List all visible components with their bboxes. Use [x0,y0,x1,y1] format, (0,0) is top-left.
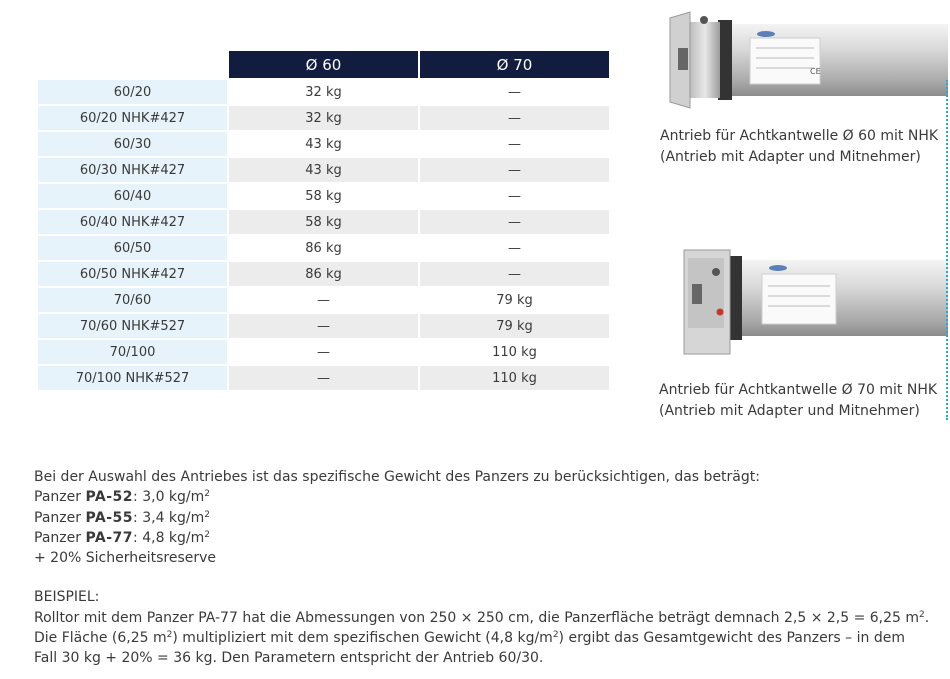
example-text: Rolltor mit dem Panzer PA-77 hat die Abmessungen von 250 × 250 cm, die Panzerfläche beträgt demnach 2,5 × 2,5 = 6,25 m [34,609,920,626]
caption-line: Antrieb für Achtkantwelle Ø 70 mit NHK [659,382,938,398]
d70-cell: — [420,80,609,104]
example-line-3: Fall 30 kg + 20% = 36 kg. Den Parametern entspricht der Antrieb 60/30. [34,650,544,667]
panzer-prefix: Panzer [34,529,86,546]
d60-cell: — [229,340,418,364]
motor-d70-caption [659,380,937,422]
model-cell: 60/30 [38,132,227,156]
panzer-sup: 2 [204,509,211,520]
d60-cell: 58 kg [229,210,418,234]
model-cell: 60/20 [38,80,227,104]
model-cell: 60/50 [38,236,227,260]
d70-cell: — [420,236,609,260]
d60-cell: 32 kg [229,80,418,104]
d60-cell: — [229,366,418,390]
model-cell: 60/30 NHK#427 [38,158,227,182]
table-header-row [38,51,609,78]
d70-cell: — [420,106,609,130]
example-title: BEISPIEL: [34,589,100,606]
table-row [38,106,609,130]
table-row [38,288,609,312]
model-cell: 70/100 [38,340,227,364]
panzer-code: PA-77 [85,529,134,546]
d70-cell: — [420,132,609,156]
model-cell: 70/60 NHK#527 [38,314,227,338]
panzer-value: : 3,4 kg/m [133,509,205,526]
panzer-value: : 4,8 kg/m [133,529,205,546]
panzer-sup: 2 [204,489,211,500]
table-row [38,184,609,208]
page-edge-divider [946,80,948,420]
caption-line: (Antrieb mit Adapter und Mitnehmer) [659,403,920,419]
panzer-code: PA-55 [85,509,134,526]
example-line-1 [34,608,949,628]
example-text: . [924,609,930,626]
header-d70: Ø 70 [420,51,609,78]
example-text: ) ergibt das Gesamtgewicht des Panzers – in dem [558,630,905,647]
d60-cell: 43 kg [229,158,418,182]
motor-d60-image [664,8,948,112]
motor-d70-image [682,244,948,356]
table-row [38,262,609,286]
d70-cell: — [420,210,609,234]
table-row [38,236,609,260]
model-cell: 60/50 NHK#427 [38,262,227,286]
table-row [38,340,609,364]
d70-cell: — [420,158,609,182]
model-cell: 70/100 NHK#527 [38,366,227,390]
panzer-prefix: Panzer [34,489,86,506]
table-row [38,132,609,156]
example-sup: 2 [166,630,173,641]
d70-cell: 110 kg [420,366,609,390]
reserve-line: + 20% Sicherheitsreserve [34,550,216,567]
d60-cell: — [229,314,418,338]
d60-cell: 32 kg [229,106,418,130]
model-cell: 60/40 [38,184,227,208]
example-text: Die Fläche (6,25 m [34,630,167,647]
d60-cell: 86 kg [229,262,418,286]
table-row [38,314,609,338]
d70-cell: 79 kg [420,314,609,338]
panzer-sup: 2 [204,529,211,540]
d70-cell: — [420,262,609,286]
panzer-prefix: Panzer [34,509,86,526]
model-cell: 60/20 NHK#427 [38,106,227,130]
example-text: ) multipliziert mit dem spezifischen Gewicht (4,8 kg/m [172,630,553,647]
panzer-code: PA-52 [85,489,134,506]
model-cell: 60/40 NHK#427 [38,210,227,234]
table-row [38,80,609,104]
d60-cell: 58 kg [229,184,418,208]
header-blank [38,51,227,78]
d70-cell: 79 kg [420,288,609,312]
panzer-line [34,528,949,548]
d60-cell: 43 kg [229,132,418,156]
motor-d60-caption [660,126,938,168]
notes-intro: Bei der Auswahl des Antriebes ist das spezifische Gewicht des Panzers zu berücksichtigen, das beträgt: [34,469,760,485]
header-d60: Ø 60 [229,51,418,78]
panzer-line [34,508,949,528]
model-cell: 70/60 [38,288,227,312]
panzer-value: : 3,0 kg/m [133,489,205,506]
panzer-line [34,487,949,507]
spec-table [36,49,611,392]
svg-text:CE: CE [810,67,821,76]
example-sup: 2 [552,630,559,641]
d70-cell: — [420,184,609,208]
d60-cell: 86 kg [229,236,418,260]
d60-cell: — [229,288,418,312]
weight-notes [34,467,949,669]
caption-line: (Antrieb mit Adapter und Mitnehmer) [660,149,921,165]
table-row [38,210,609,234]
caption-line: Antrieb für Achtkantwelle Ø 60 mit NHK [660,128,939,144]
table-row [38,158,609,182]
example-line-2 [34,628,949,648]
example-sup: 2 [919,609,925,620]
table-row [38,366,609,390]
d70-cell: 110 kg [420,340,609,364]
